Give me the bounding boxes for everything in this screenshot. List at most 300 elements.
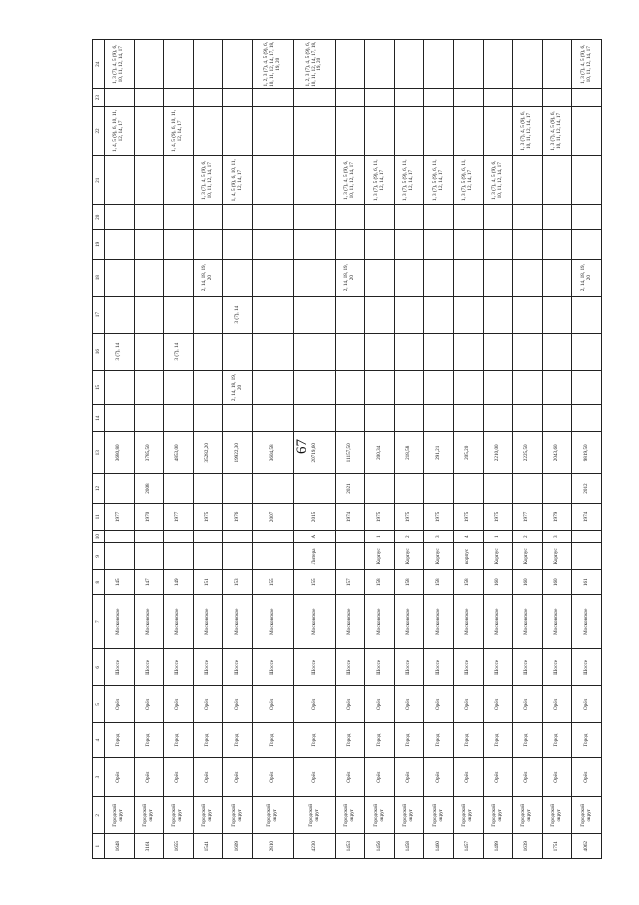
table-cell <box>483 370 513 405</box>
table-cell: 1, 3 (7), 4, 5 (9), 6, 10, 11, 12, 14, 17 <box>572 40 602 90</box>
table-cell <box>164 89 194 106</box>
table-cell <box>454 333 484 370</box>
table-cell <box>394 40 424 90</box>
table-cell <box>454 40 484 90</box>
table-cell <box>483 205 513 230</box>
table-row <box>335 40 365 859</box>
table-cell: 1970 <box>134 503 164 530</box>
table-cell <box>424 89 454 106</box>
table-cell <box>394 333 424 370</box>
table-cell: Орёл <box>513 757 543 796</box>
table-cell <box>335 230 365 260</box>
table-cell <box>294 259 335 296</box>
table-cell: 20719,60 <box>294 432 335 474</box>
table-cell <box>454 296 484 333</box>
table-cell: Орёл <box>424 686 454 723</box>
table-cell: Корпус <box>542 543 572 570</box>
table-cell <box>454 370 484 405</box>
column-number-header: 15 <box>93 370 105 405</box>
table-cell: Корпус <box>483 543 513 570</box>
table-cell: Городской округ <box>105 797 135 834</box>
table-cell <box>335 333 365 370</box>
table-cell <box>252 530 293 542</box>
table-cell <box>294 296 335 333</box>
table-cell: Город <box>335 723 365 758</box>
table-cell <box>365 296 395 333</box>
table-cell <box>193 543 223 570</box>
table-cell: Городской округ <box>164 797 194 834</box>
table-cell <box>223 205 253 230</box>
table-cell <box>134 156 164 205</box>
table-row <box>365 40 395 859</box>
table-cell: 200,34 <box>365 432 395 474</box>
table-cell <box>424 333 454 370</box>
table-row <box>164 40 194 859</box>
column-number-header: 21 <box>93 156 105 205</box>
table-cell: Городской округ <box>365 797 395 834</box>
table-cell: 158 <box>365 570 395 595</box>
table-cell <box>454 405 484 432</box>
table-cell: Корпус <box>513 543 543 570</box>
table-cell: 2, 14, 18, 19, 20 <box>193 259 223 296</box>
table-cell: Город <box>294 723 335 758</box>
table-cell <box>513 89 543 106</box>
table-cell: 1, 3 (7), 4, 5 (9), 6, 10, 11, 12, 14, 17 <box>483 156 513 205</box>
table-cell: 1499 <box>483 834 513 859</box>
table-row <box>193 40 223 859</box>
column-number-header: 24 <box>93 40 105 90</box>
table-cell: Московское <box>542 595 572 649</box>
table-cell: 1, 3 (7), 4, 5 (9), 6, 10, 11, 12, 14, 17 <box>193 156 223 205</box>
table-cell <box>483 40 513 90</box>
table-cell <box>424 259 454 296</box>
table-cell: Городской округ <box>134 797 164 834</box>
table-row <box>134 40 164 859</box>
table-cell <box>394 205 424 230</box>
table-cell: Шоссе <box>542 649 572 686</box>
table-row <box>572 40 602 859</box>
table-cell: Городской округ <box>335 797 365 834</box>
table-cell <box>424 40 454 90</box>
table-cell: 1, 3 (7), 4, 5 (9), 6, 10, 11, 12, 14, 17 <box>105 40 135 90</box>
table-cell: Шоссе <box>454 649 484 686</box>
table-cell <box>223 474 253 504</box>
table-cell <box>513 370 543 405</box>
table-cell <box>424 370 454 405</box>
table-cell <box>394 89 424 106</box>
table-cell: Шоссе <box>424 649 454 686</box>
table-cell: 1751 <box>542 834 572 859</box>
table-cell: Орёл <box>294 757 335 796</box>
table-cell <box>454 106 484 155</box>
table-cell: Московское <box>193 595 223 649</box>
table-cell <box>252 230 293 260</box>
table-cell <box>105 370 135 405</box>
table-row <box>424 40 454 859</box>
table-cell: Орёл <box>294 686 335 723</box>
table-cell <box>572 106 602 155</box>
table-cell <box>572 230 602 260</box>
table-cell: Орёл <box>164 686 194 723</box>
table-cell: 35282,20 <box>193 432 223 474</box>
table-cell: Орёл <box>252 686 293 723</box>
table-cell <box>365 259 395 296</box>
table-cell <box>542 370 572 405</box>
table-cell <box>164 474 194 504</box>
table-cell: Орёл <box>105 686 135 723</box>
table-cell: Шоссе <box>252 649 293 686</box>
table-cell: Московское <box>223 595 253 649</box>
table-cell <box>223 40 253 90</box>
table-cell: Орёл <box>134 686 164 723</box>
table-cell: Город <box>394 723 424 758</box>
table-cell: Московское <box>294 595 335 649</box>
table-cell <box>105 543 135 570</box>
table-cell: Город <box>164 723 194 758</box>
table-cell <box>394 474 424 504</box>
table-cell <box>223 405 253 432</box>
table-cell <box>134 530 164 542</box>
column-number-header: 13 <box>93 432 105 474</box>
table-cell: 2008 <box>134 474 164 504</box>
table-cell <box>542 405 572 432</box>
table-cell: 2, 14, 18, 19, 20 <box>572 259 602 296</box>
table-cell <box>134 370 164 405</box>
column-number-header: 23 <box>93 89 105 106</box>
table-cell <box>513 230 543 260</box>
table-cell: Московское <box>394 595 424 649</box>
table-cell: 2810 <box>252 834 293 859</box>
table-cell: Московское <box>134 595 164 649</box>
table-cell: 19922,30 <box>223 432 253 474</box>
table-cell <box>394 296 424 333</box>
table-cell <box>365 106 395 155</box>
column-number-header: 4 <box>93 723 105 758</box>
table-row <box>483 40 513 859</box>
table-cell <box>572 405 602 432</box>
table-cell <box>513 156 543 205</box>
table-cell <box>223 259 253 296</box>
table-cell <box>193 89 223 106</box>
table-cell <box>542 205 572 230</box>
table-cell <box>454 89 484 106</box>
table-cell: 158 <box>454 570 484 595</box>
table-cell: 2 <box>513 530 543 542</box>
table-cell: Городской округ <box>193 797 223 834</box>
column-number-header: 2 <box>93 797 105 834</box>
table-cell: 1648 <box>105 834 135 859</box>
table-cell: 1975 <box>454 503 484 530</box>
table-cell: Московское <box>483 595 513 649</box>
table-cell: 3785,50 <box>134 432 164 474</box>
table-cell: 151 <box>193 570 223 595</box>
table-cell: Шоссе <box>294 649 335 686</box>
table-cell <box>513 333 543 370</box>
table-cell: Город <box>424 723 454 758</box>
table-row <box>454 40 484 859</box>
table-cell: 3 <box>542 530 572 542</box>
table-cell: Город <box>513 723 543 758</box>
table-cell: 1977 <box>513 503 543 530</box>
table-cell <box>105 530 135 542</box>
table-cell <box>164 259 194 296</box>
table-cell <box>105 474 135 504</box>
table-cell <box>164 405 194 432</box>
table-cell: Орёл <box>572 686 602 723</box>
table-cell <box>105 89 135 106</box>
table-cell: 1 <box>365 530 395 542</box>
column-number-header: 14 <box>93 405 105 432</box>
table-cell: Город <box>572 723 602 758</box>
table-cell <box>252 405 293 432</box>
table-cell: Московское <box>252 595 293 649</box>
table-cell: А <box>294 530 335 542</box>
table-cell <box>134 543 164 570</box>
table-cell: 1976 <box>223 503 253 530</box>
table-cell: Корпус <box>424 543 454 570</box>
table-cell <box>483 405 513 432</box>
table-cell <box>134 296 164 333</box>
table-cell: 2, 14, 18, 19, 20 <box>223 370 253 405</box>
table-cell: 2, 14, 18, 19, 20 <box>335 259 365 296</box>
table-cell: Орёл <box>335 686 365 723</box>
table-cell <box>105 259 135 296</box>
register-table <box>92 39 602 859</box>
table-cell: Московское <box>454 595 484 649</box>
table-cell: Орёл <box>223 757 253 796</box>
table-cell <box>134 230 164 260</box>
table-cell <box>424 474 454 504</box>
table-cell <box>335 543 365 570</box>
table-cell: Город <box>134 723 164 758</box>
table-cell: Шоссе <box>223 649 253 686</box>
table-cell <box>365 333 395 370</box>
table-cell <box>164 296 194 333</box>
table-cell <box>365 474 395 504</box>
column-number-header: 6 <box>93 649 105 686</box>
table-cell <box>454 205 484 230</box>
table-cell <box>193 474 223 504</box>
table-cell <box>335 40 365 90</box>
table-cell: 218,58 <box>394 432 424 474</box>
table-cell: Городской округ <box>513 797 543 834</box>
table-cell <box>365 40 395 90</box>
table-cell <box>105 205 135 230</box>
table-cell: Шоссе <box>105 649 135 686</box>
table-cell: 160 <box>513 570 543 595</box>
table-cell: 2 <box>394 530 424 542</box>
table-cell: 2043,60 <box>542 432 572 474</box>
table-cell: Орёл <box>365 757 395 796</box>
column-number-header: 9 <box>93 543 105 570</box>
column-number-header: 7 <box>93 595 105 649</box>
column-number-header: 10 <box>93 530 105 542</box>
table-cell: Город <box>542 723 572 758</box>
table-cell <box>394 370 424 405</box>
table-cell: Городской округ <box>294 797 335 834</box>
table-cell: Шоссе <box>572 649 602 686</box>
table-cell: 1, 2, 3 (7), 4, 5 (9), 6, 10, 11, 12, 14, 17, 18, 19, 20 <box>294 40 335 90</box>
table-cell <box>335 405 365 432</box>
table-cell: 4853,00 <box>164 432 194 474</box>
table-cell <box>572 370 602 405</box>
table-cell: 1458 <box>394 834 424 859</box>
table-cell: Город <box>365 723 395 758</box>
table-cell: 1, 3 (7), 5 (9), 6, 11, 12, 14, 17 <box>365 156 395 205</box>
table-cell <box>424 106 454 155</box>
table-cell: 3 (7), 14 <box>223 296 253 333</box>
table-cell: Шоссе <box>335 649 365 686</box>
table-cell <box>252 543 293 570</box>
table-cell <box>483 230 513 260</box>
table-cell <box>294 230 335 260</box>
table-cell <box>294 474 335 504</box>
table-cell: Шоссе <box>164 649 194 686</box>
table-cell: 4230 <box>294 834 335 859</box>
table-cell: Орёл <box>483 757 513 796</box>
table-cell <box>223 530 253 542</box>
table-cell <box>542 296 572 333</box>
table-cell <box>223 230 253 260</box>
table-cell: 1453 <box>335 834 365 859</box>
table-cell: Орёл <box>513 686 543 723</box>
table-cell: Орёл <box>424 757 454 796</box>
table-cell <box>513 205 543 230</box>
table-cell: Орёл <box>193 757 223 796</box>
table-cell: 1974 <box>572 503 602 530</box>
table-cell <box>513 259 543 296</box>
table-cell <box>193 530 223 542</box>
table-cell: 3 (7), 14 <box>164 333 194 370</box>
table-cell: Шоссе <box>193 649 223 686</box>
table-cell: Городской округ <box>542 797 572 834</box>
table-cell <box>572 205 602 230</box>
table-cell <box>542 156 572 205</box>
table-cell <box>424 205 454 230</box>
table-cell <box>252 474 293 504</box>
table-cell: 158 <box>394 570 424 595</box>
table-cell: Корпус <box>394 543 424 570</box>
table-cell <box>134 40 164 90</box>
table-cell: Московское <box>365 595 395 649</box>
table-cell: 1974 <box>335 503 365 530</box>
table-cell <box>483 474 513 504</box>
column-number-header: 8 <box>93 570 105 595</box>
table-row <box>105 40 135 859</box>
table-cell: 1, 3 (7), 4, 5 (9), 6, 10, 11, 12, 14, 17 <box>542 106 572 155</box>
table-cell <box>394 405 424 432</box>
table-cell: 1975 <box>193 503 223 530</box>
table-cell: 1, 3 (7), 5 (9), 6, 11, 12, 14, 17 <box>454 156 484 205</box>
table-cell: 147 <box>134 570 164 595</box>
table-cell: Московское <box>424 595 454 649</box>
table-cell <box>223 106 253 155</box>
table-row <box>513 40 543 859</box>
table-cell: Городской округ <box>572 797 602 834</box>
table-cell <box>223 333 253 370</box>
column-number-header: 20 <box>93 205 105 230</box>
table-cell <box>335 89 365 106</box>
table-cell: Городской округ <box>483 797 513 834</box>
table-cell: Шоссе <box>134 649 164 686</box>
table-cell: 1, 4, 5 (9), 6, 10, 11, 12, 14, 17 <box>105 106 135 155</box>
table-cell <box>483 259 513 296</box>
table-cell: Шоссе <box>513 649 543 686</box>
column-number-header: 11 <box>93 503 105 530</box>
column-number-header: 17 <box>93 296 105 333</box>
register-table-container <box>92 39 602 859</box>
table-cell <box>424 296 454 333</box>
table-cell: Орёл <box>134 757 164 796</box>
table-cell <box>542 474 572 504</box>
column-number-header: 18 <box>93 259 105 296</box>
table-cell: 1975 <box>365 503 395 530</box>
table-cell <box>105 296 135 333</box>
table-cell: Орёл <box>223 686 253 723</box>
table-cell <box>294 156 335 205</box>
table-cell: Городской округ <box>424 797 454 834</box>
table-cell: Орёл <box>454 757 484 796</box>
table-cell: 3 <box>424 530 454 542</box>
table-cell: Орёл <box>542 686 572 723</box>
table-cell <box>164 543 194 570</box>
table-cell: 1977 <box>164 503 194 530</box>
column-number-header: 3 <box>93 757 105 796</box>
table-cell: Городской округ <box>394 797 424 834</box>
table-cell <box>193 333 223 370</box>
table-cell: 145 <box>105 570 135 595</box>
table-cell: Орёл <box>365 686 395 723</box>
table-cell <box>294 405 335 432</box>
table-cell <box>294 205 335 230</box>
table-cell <box>454 474 484 504</box>
table-cell: 11157,50 <box>335 432 365 474</box>
table-cell: Литера <box>294 543 335 570</box>
table-cell: 2015 <box>294 503 335 530</box>
table-cell <box>134 405 164 432</box>
table-cell <box>335 530 365 542</box>
table-cell <box>572 530 602 542</box>
table-cell <box>572 89 602 106</box>
table-cell <box>483 89 513 106</box>
table-row <box>252 40 293 859</box>
table-cell <box>542 333 572 370</box>
table-cell <box>223 89 253 106</box>
table-row <box>294 40 335 859</box>
table-cell: 1609 <box>223 834 253 859</box>
table-cell: Городской округ <box>223 797 253 834</box>
table-cell: Корпус <box>365 543 395 570</box>
table-cell <box>164 156 194 205</box>
table-cell: 161 <box>572 570 602 595</box>
table-cell: Шоссе <box>394 649 424 686</box>
table-cell: Орёл <box>252 757 293 796</box>
table-cell <box>394 230 424 260</box>
table-cell <box>193 370 223 405</box>
table-cell: 1456 <box>365 834 395 859</box>
table-cell: 2225,50 <box>513 432 543 474</box>
table-cell: 1, 3 (7), 5 (9), 6, 11, 12, 14, 17 <box>394 156 424 205</box>
table-cell <box>164 530 194 542</box>
table-cell <box>223 543 253 570</box>
table-cell <box>335 296 365 333</box>
table-cell: 158 <box>424 570 454 595</box>
table-cell <box>454 259 484 296</box>
table-cell <box>365 230 395 260</box>
table-cell <box>252 370 293 405</box>
table-cell: 2210,00 <box>483 432 513 474</box>
table-cell <box>164 40 194 90</box>
